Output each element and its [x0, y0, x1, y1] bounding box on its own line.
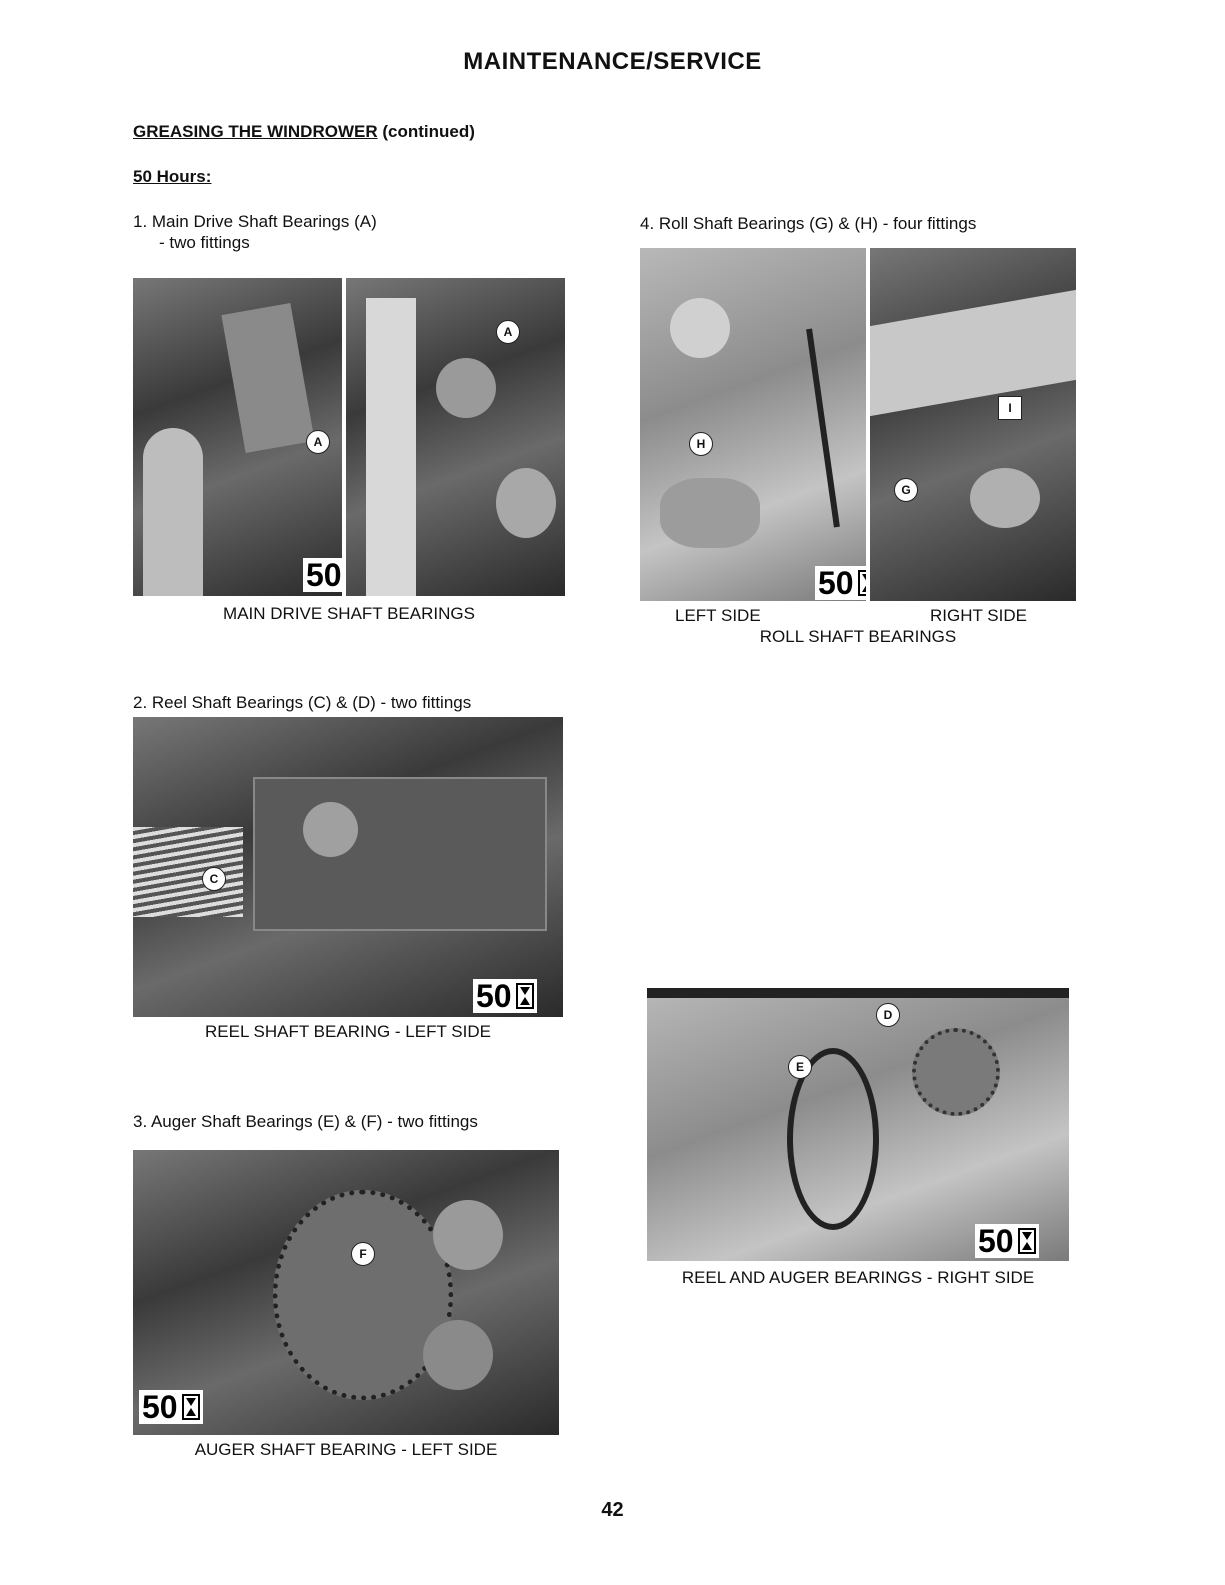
hourglass-icon	[858, 570, 866, 596]
bearing	[660, 478, 760, 548]
hourglass-icon	[182, 1394, 200, 1420]
bearing	[496, 468, 556, 538]
idler	[433, 1200, 503, 1270]
idler	[423, 1320, 493, 1390]
main-drive-photo-left	[133, 278, 342, 596]
hourglass-icon	[516, 983, 534, 1009]
step-4-text: 4. Roll Shaft Bearings (G) & (H) - four fittings	[640, 214, 977, 233]
bearing	[303, 802, 358, 857]
hydraulic-cylinder	[143, 428, 203, 596]
figure-caption: AUGER SHAFT BEARING - LEFT SIDE	[194, 1440, 498, 1459]
figure-caption: MAIN DRIVE SHAFT BEARINGS	[223, 604, 475, 623]
service-interval: 50 Hours:	[133, 167, 212, 186]
end-panel	[253, 777, 547, 931]
section-continued: (continued)	[382, 122, 475, 141]
reel-bats	[133, 827, 243, 917]
auger-shaft-photo	[133, 1150, 559, 1435]
callout-g: G	[894, 478, 918, 502]
step-3-text: 3. Auger Shaft Bearings (E) & (F) - two fittings	[133, 1112, 478, 1131]
figure-caption: REEL SHAFT BEARING - LEFT SIDE	[205, 1022, 491, 1041]
callout-c: C	[202, 867, 226, 891]
step-3	[133, 1111, 478, 1132]
callout-d: D	[876, 1003, 900, 1027]
page-number: 42	[601, 1499, 624, 1521]
callout-a: A	[306, 430, 330, 454]
page-title: MAINTENANCE/SERVICE	[463, 48, 762, 75]
service-interval-badge	[975, 1224, 1039, 1258]
service-interval-badge	[303, 558, 342, 592]
service-interval-badge	[473, 979, 537, 1013]
figure-caption: REEL AND AUGER BEARINGS - RIGHT SIDE	[681, 1268, 1035, 1287]
step-4	[640, 213, 976, 234]
hourglass-icon	[1018, 1228, 1036, 1254]
step-1	[133, 211, 377, 253]
reel-auger-photo	[647, 988, 1069, 1261]
roll-shaft-photo-left	[640, 248, 866, 601]
reel-shaft-photo	[133, 717, 563, 1017]
section-title: GREASING THE WINDROWER	[133, 122, 378, 141]
roll-shaft-photo-right	[870, 248, 1076, 601]
bearing	[436, 358, 496, 418]
left-side-label: LEFT SIDE	[675, 606, 761, 625]
step-2-text: 2. Reel Shaft Bearings (C) & (D) - two fittings	[133, 693, 472, 712]
callout-i: I	[998, 396, 1022, 420]
main-drive-photo-right	[346, 278, 565, 596]
badge-value: 50	[978, 1223, 1014, 1259]
step-1-text: 1. Main Drive Shaft Bearings (A)	[133, 212, 377, 231]
frame-panel	[870, 290, 1076, 416]
sprocket	[912, 1028, 1000, 1116]
step-1-subtext: - two fittings	[159, 233, 250, 252]
frame-member	[221, 303, 314, 453]
service-interval-badge	[139, 1390, 203, 1424]
callout-h: H	[689, 432, 713, 456]
service-interval-badge	[815, 566, 866, 600]
figure-caption: ROLL SHAFT BEARINGS	[759, 627, 957, 646]
step-2	[133, 692, 471, 713]
badge-value: 50	[476, 978, 512, 1014]
callout-e: E	[788, 1055, 812, 1079]
section-heading	[133, 122, 475, 142]
callout-a: A	[496, 320, 520, 344]
right-side-label: RIGHT SIDE	[930, 606, 1027, 625]
bearing	[970, 468, 1040, 528]
badge-value: 50	[142, 1389, 178, 1425]
roll	[806, 329, 840, 528]
callout-f: F	[351, 1242, 375, 1266]
top-frame	[647, 988, 1069, 998]
badge-value: 50	[306, 557, 342, 593]
frame-upright	[366, 298, 416, 596]
bearing	[670, 298, 730, 358]
badge-value: 50	[818, 565, 854, 601]
